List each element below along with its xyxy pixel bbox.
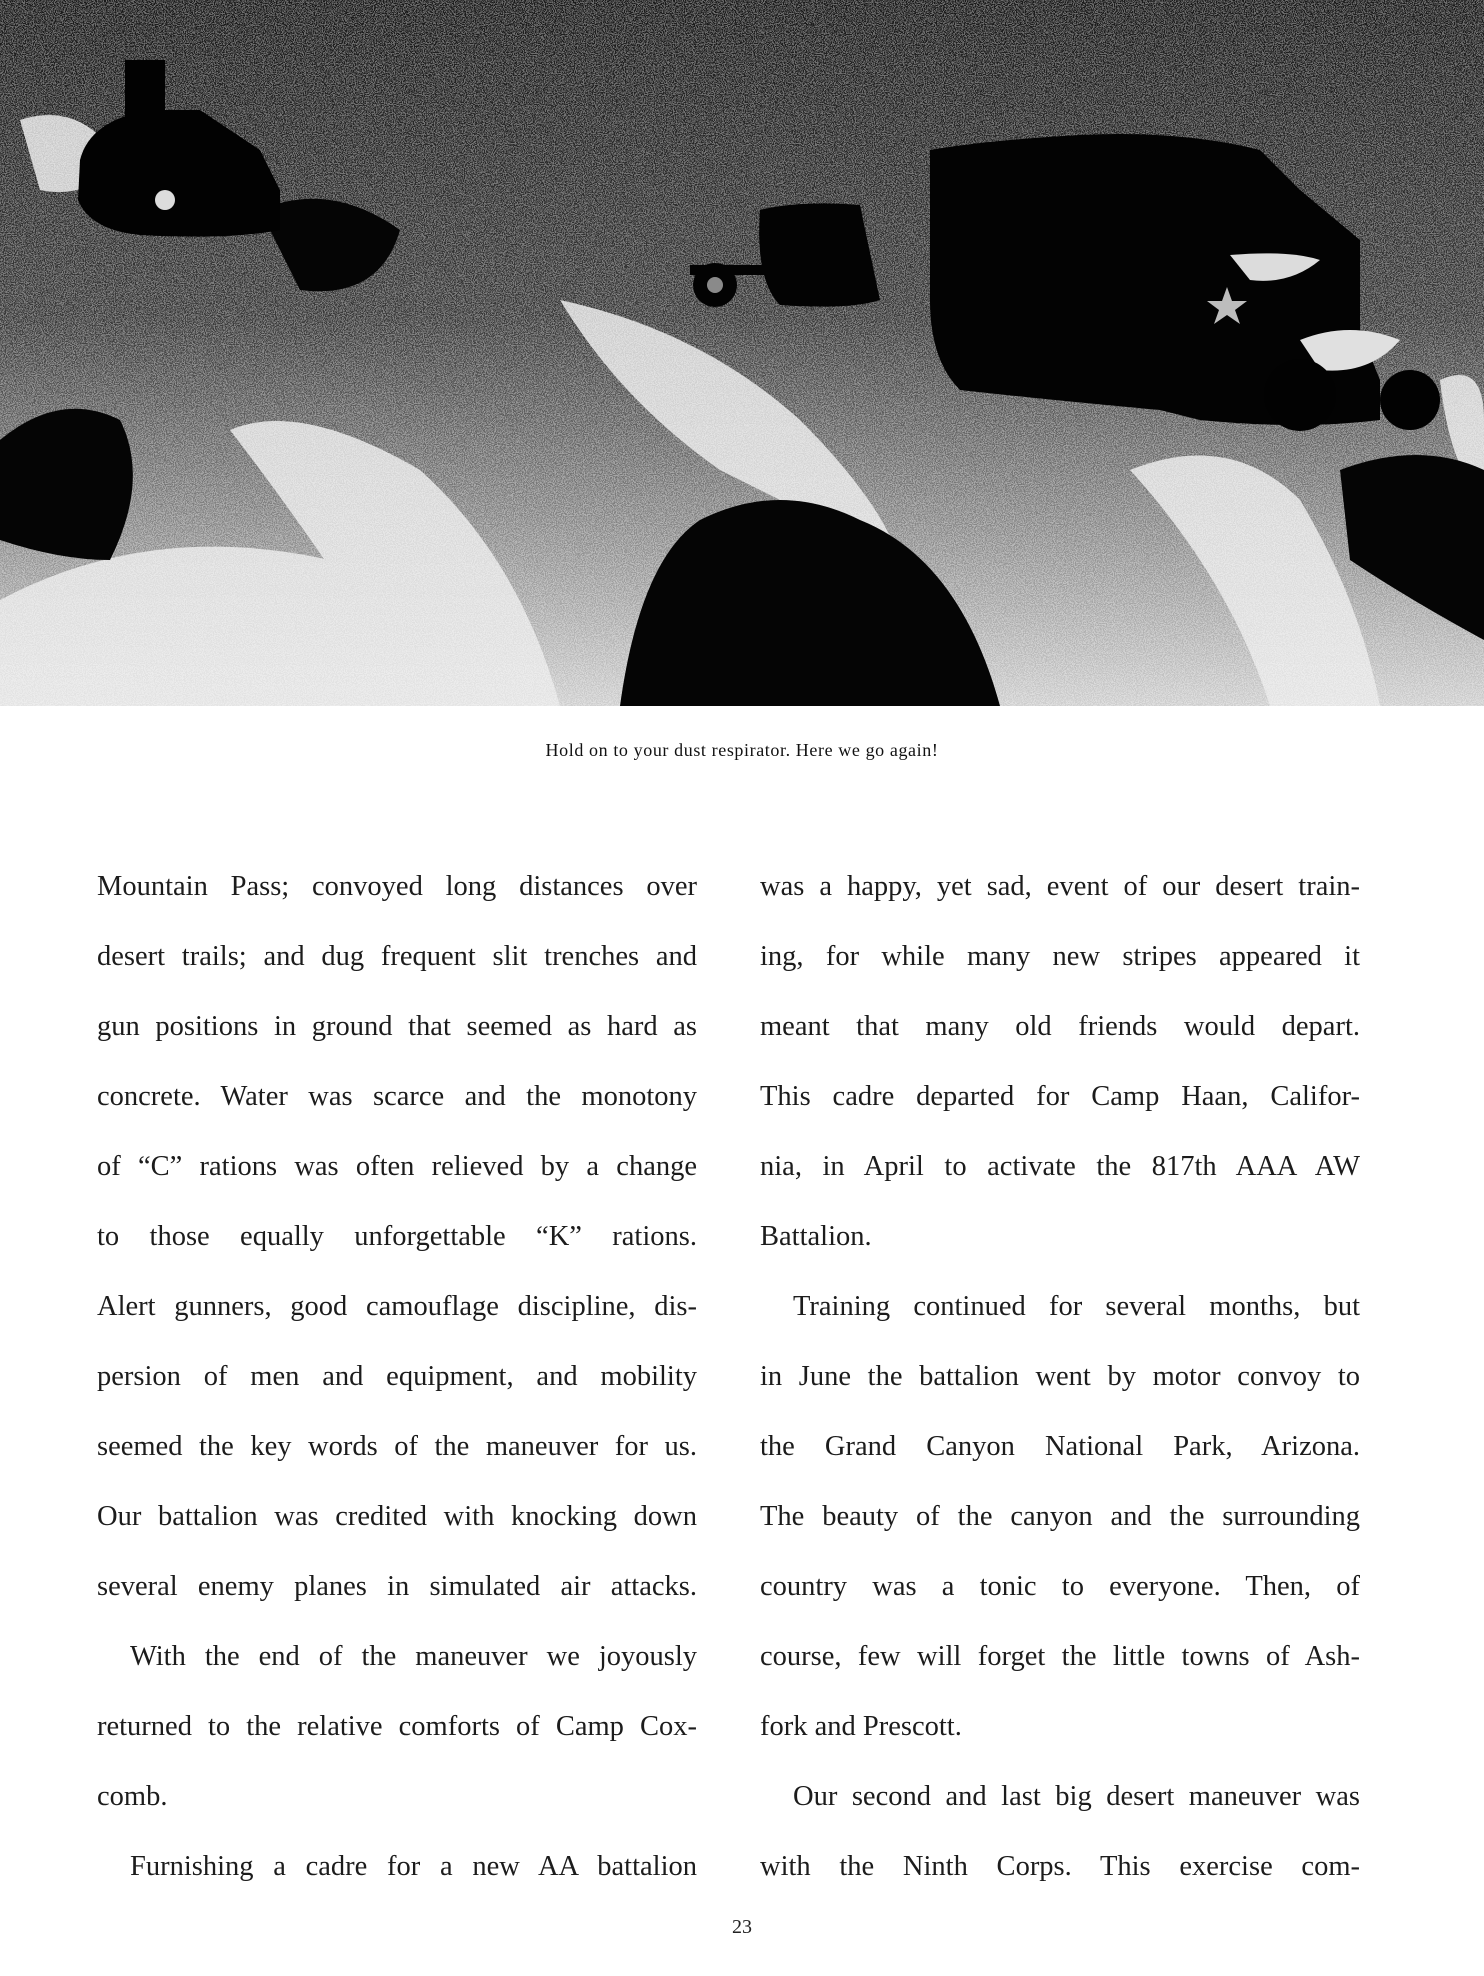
photo-caption: Hold on to your dust respirator. Here we go again! (545, 740, 939, 760)
text-line: With the end of the maneuver we joyously (130, 1641, 697, 1672)
text-line: the Grand Canyon National Park, Arizona. (760, 1431, 1360, 1462)
text-line: concrete. Water was scarce and the monotony (97, 1081, 697, 1112)
text-line: returned to the relative comforts of Camp Cox- (97, 1711, 697, 1742)
text-line: The beauty of the canyon and the surrounding (760, 1501, 1360, 1532)
text-line: in June the battalion went by motor convoy to (760, 1361, 1360, 1392)
desert-convoy-photo (0, 0, 1484, 706)
text-line: Battalion. (760, 1221, 872, 1252)
text-line: meant that many old friends would depart. (760, 1011, 1360, 1042)
text-line: gun positions in ground that seemed as hard as (97, 1011, 697, 1042)
text-column-right (760, 852, 1360, 1902)
text-line: desert trails; and dug frequent slit trenches and (97, 941, 697, 972)
text-line: was a happy, yet sad, event of our desert train- (760, 871, 1360, 902)
page-number: 23 (732, 1916, 752, 1938)
text-line: Alert gunners, good camouflage discipline, dis- (97, 1291, 697, 1322)
text-line: to those equally unforgettable “K” rations. (97, 1221, 697, 1252)
text-line: several enemy planes in simulated air attacks. (97, 1571, 697, 1602)
text-line: Our battalion was credited with knocking down (97, 1501, 697, 1532)
text-line: Our second and last big desert maneuver was (793, 1781, 1360, 1812)
photo-illustration (0, 0, 1484, 706)
text-line: course, few will forget the little towns of Ash- (760, 1641, 1360, 1672)
text-line: Training continued for several months, but (793, 1291, 1360, 1322)
text-line: comb. (97, 1781, 168, 1812)
text-line: fork and Prescott. (760, 1711, 962, 1742)
text-line: This cadre departed for Camp Haan, Califor- (760, 1081, 1360, 1112)
text-line: Mountain Pass; convoyed long distances over (97, 871, 697, 902)
text-line: of “C” rations was often relieved by a change (97, 1151, 697, 1182)
text-column-left (97, 852, 697, 1902)
text-line: seemed the key words of the maneuver for us. (97, 1431, 697, 1462)
text-line: Furnishing a cadre for a new AA battalion (130, 1851, 697, 1882)
text-line: country was a tonic to everyone. Then, of (760, 1571, 1360, 1602)
text-line: persion of men and equipment, and mobility (97, 1361, 697, 1392)
text-line: nia, in April to activate the 817th AAA AW (760, 1151, 1360, 1182)
text-line: ing, for while many new stripes appeared it (760, 941, 1360, 972)
text-line: with the Ninth Corps. This exercise com- (760, 1851, 1360, 1882)
